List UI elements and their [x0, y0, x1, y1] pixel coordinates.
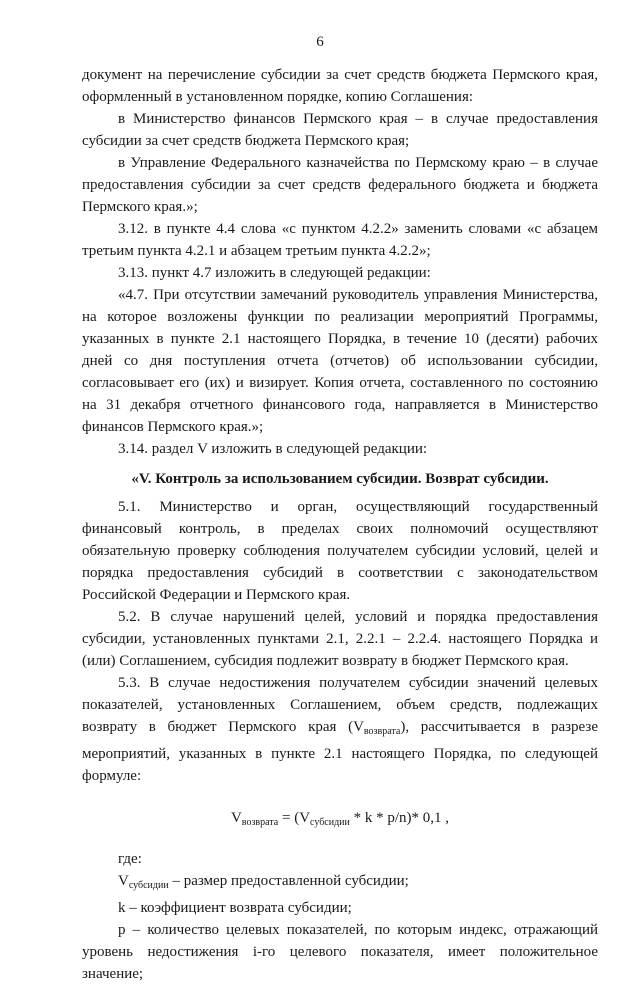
paragraph: в Управление Федерального казначейства по Пермскому краю – в случае предоставления субсидии за счет средств федерального бюджета и бюджета Пермского края.»;: [82, 155, 598, 215]
definition-item: p – количество целевых показателей, по которым индекс, отражающий уровень недостижения i-го целевого показателя, имеет положительное значение;: [82, 922, 598, 982]
definition-item: k – коэффициент возврата субсидии;: [118, 900, 352, 916]
definitions-intro: где:: [118, 851, 142, 867]
paragraph: в Министерство финансов Пермского края – в случае предоставления субсидии за счет средств бюджета Пермского края;: [82, 111, 598, 149]
definition-item: $V_{субсидии}$ – размер предоставленной субсидии;: [118, 873, 409, 891]
paragraph: документ на перечисление субсидии за счет средств бюджета Пермского края, оформленный в установленном порядке, копию Соглашения:: [82, 67, 598, 105]
paragraph: «4.7. При отсутствии замечаний руководитель управления Министерства, на которое возложены функции по реализации мероприятий Программы, указанных в пункте 2.1 настоящего Порядка, в течение 10 (десяти) рабочих дней со дня поступления отчета (отчетов) об использовании субсидии, согласовывает его (их) и визирует. Копия отчета, составленного по состоянию на 31 декабря отчетного финансового года, направляется в Министерство финансов Пермского края.»;: [82, 287, 598, 435]
page-number: 6: [316, 34, 324, 50]
section-heading: «V. Контроль за использованием субсидии. Возврат субсидии.: [131, 471, 549, 487]
paragraph: 3.12. в пункте 4.4 слова «с пунктом 4.2.2» заменить словами «с абзацем третьим пункта 4.2.1 и абзацем третьим пункта 4.2.2»;: [82, 221, 598, 259]
paragraph: 5.2. В случае нарушений целей, условий и порядка предоставления субсидии, установленных пунктами 2.1, 2.2.1 – 2.2.4. настоящего Порядка и (или) Соглашением, субсидия подлежит возврату в бюджет Пермского края.: [82, 609, 598, 669]
formula: $V_{возврата} = (V_{субсидии} * k * p/n)*$ 0,1 ,: [230, 810, 450, 828]
paragraph: 3.13. пункт 4.7 изложить в следующей редакции:: [118, 265, 431, 281]
paragraph: 5.3. В случае недостижения получателем субсидии значений целевых показателей, установленных Соглашением, объем средств, подлежащих возврату в бюджет Пермского края $(V_{возврата})$, рассчитывается в разрезе мероприятий, указанных в пункте 2.1 настоящего Порядка, по следующей формуле:: [82, 675, 598, 784]
document-body: [82, 64, 598, 985]
paragraph: 3.14. раздел V изложить в следующей редакции:: [118, 441, 428, 457]
paragraph: 5.1. Министерство и орган, осуществляющий государственный финансовый контроль, в пределах своих полномочий осуществляют обязательную проверку соблюдения получателем субсидии условий, целей и порядка предоставления субсидий в соответствии с законодательством Российской Федерации и Пермского края.: [82, 499, 598, 603]
